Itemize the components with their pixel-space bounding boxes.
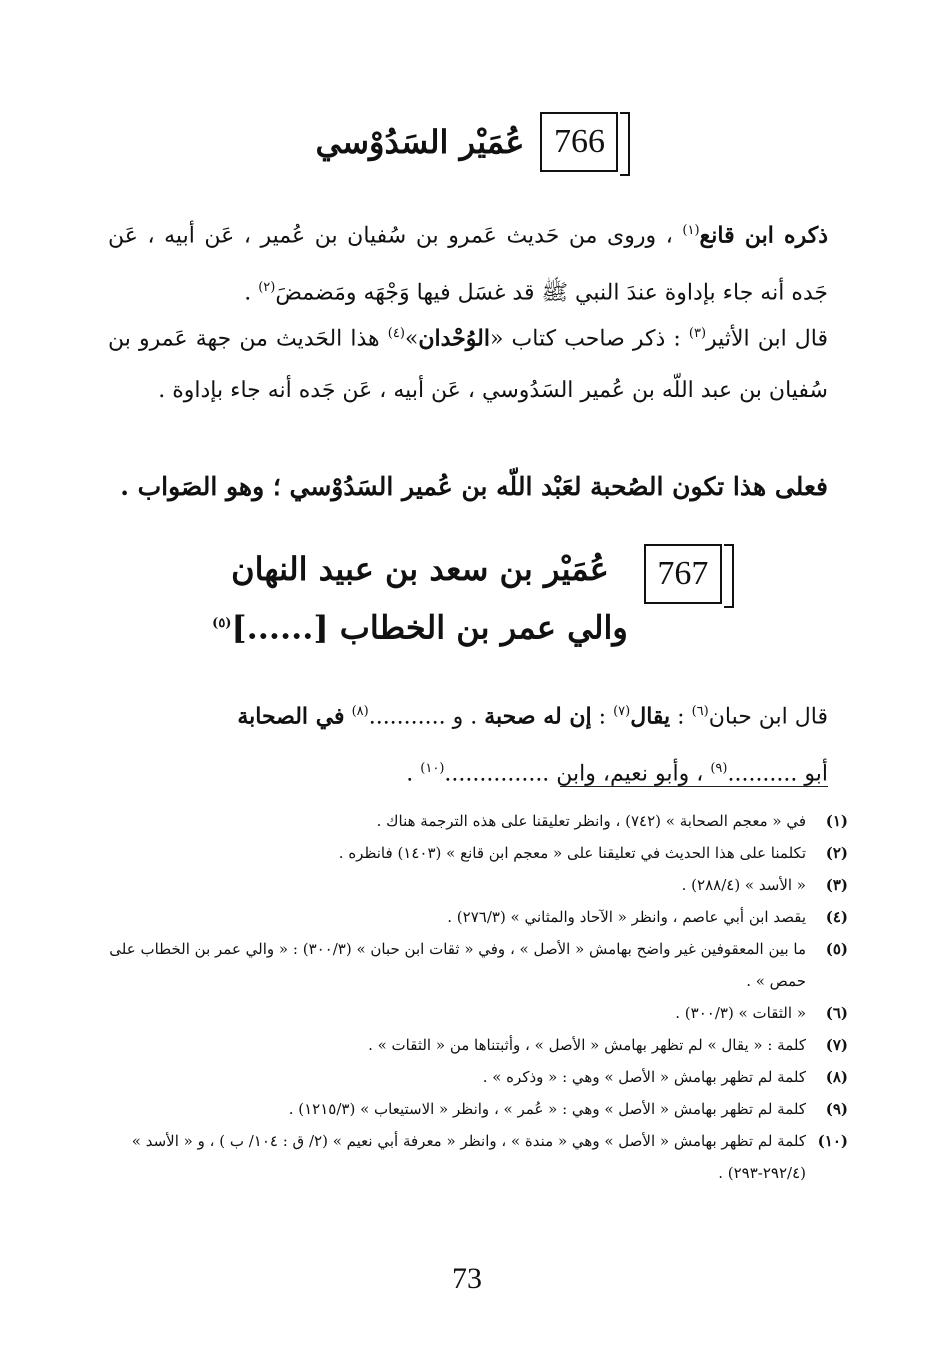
footnote-text: كلمة لم تظهر بهامش « الأصل » وهي : « عُمر » ، وانظر « الاستيعاب » (١٢١٥/٣) .	[288, 1100, 806, 1118]
paragraph-text: هذا الحَديث من جهة عَمرو بن سُفيان بن عبد اللّه بن عُمير السَدُوسي ، عَن أبيه ، عَن جَده أنه جاء بإداوة .	[108, 326, 828, 404]
bold-lead: ذكره ابن قانع	[699, 222, 828, 249]
footnote-ref: (٢)	[258, 280, 276, 296]
footnote-ref: (٦)	[691, 704, 709, 719]
footnote-text: في « معجم الصحابة » (٧٤٢) ، وانظر تعليقنا على هذه الترجمة هناك .	[376, 812, 806, 830]
footnote-ref: (٨)	[351, 704, 369, 719]
entry-number-box	[540, 112, 618, 172]
footnote-number: (١)	[825, 812, 848, 830]
footnote-item	[108, 1061, 848, 1093]
footnotes	[108, 805, 848, 1189]
entry-number: 767	[657, 555, 709, 592]
footnote-item	[108, 901, 848, 933]
footnote-number: (٧)	[825, 1036, 848, 1054]
paragraph-text: .	[406, 761, 414, 787]
footnote-number: (١٠)	[817, 1132, 848, 1150]
footnote-ref: (٩)	[710, 761, 728, 777]
footnote-item	[108, 1029, 848, 1061]
paragraph-line-1	[108, 686, 828, 743]
footnote-number: (٤)	[825, 908, 848, 926]
page-number: 73	[452, 1262, 482, 1295]
footnote-text: « الثقات » (٣٠٠/٣) .	[675, 1004, 806, 1022]
paragraph-text: .	[244, 280, 252, 306]
footnote-ref: (٣)	[688, 326, 707, 341]
entry-767-heading	[0, 540, 934, 654]
footnote-number: (٦)	[825, 1004, 848, 1022]
book-title: الوُحْدان	[418, 325, 490, 352]
paragraph-text: :	[677, 704, 685, 730]
footnote-number: (٥)	[825, 940, 848, 958]
footnote-text: يقصد ابن أبي عاصم ، وانظر « الآحاد والمثاني » (٢٧٦/٣) .	[447, 908, 806, 926]
footnote-number: (٣)	[825, 876, 848, 894]
footnote-number: (٨)	[825, 1068, 848, 1086]
footnote-item	[108, 1125, 848, 1189]
entry-766-paragraph-1	[108, 205, 828, 320]
paragraph-text: : ذكر صاحب كتاب «	[489, 326, 681, 352]
paragraph-text: قال ابن حبان	[708, 704, 828, 730]
paragraph-text: ، وروى من حَديث عَمرو بن سُفيان بن عُمير ، عَن أبيه ، عَن جَده أنه جاء بإداوة عندَ النبي ﷺ قد غسَل فيها وَجْهَه ومَضمضَ	[108, 223, 828, 306]
footnote-ref: (٤)	[387, 326, 405, 341]
bold-phrase: إن له صحبة	[484, 703, 592, 730]
paragraph-text: »	[404, 326, 419, 352]
paragraph-line-2	[108, 743, 828, 800]
entry-766-heading	[0, 112, 934, 172]
footnote-text: ما بين المعقوفين غير واضح بهامش « الأصل » ، وفي « ثقات ابن حبان » (٣٠٠/٣) : « والي عمر بن الخطاب على حمص » .	[109, 940, 806, 990]
footnote-ref: (٥)	[212, 616, 232, 631]
footnote-item	[108, 805, 848, 837]
footnote-number: (٢)	[825, 844, 848, 862]
footnote-text: « الأسد » (٢٨٨/٤) .	[681, 876, 806, 894]
footnote-item	[108, 997, 848, 1029]
footnote-text: تكلمنا على هذا الحديث في تعليقنا على « معجم ابن قانع » (١٤٠٣) فانظره .	[338, 844, 806, 862]
footnote-item	[108, 1093, 848, 1125]
conclusion-line: فعلى هذا تكون الصُحبة لعَبْد اللّه بن عُمير السَدُوْسي ؛ وهو الصَواب .	[120, 472, 828, 501]
entry-number-box	[644, 544, 722, 604]
bold-word: يقال	[630, 703, 671, 730]
footnote-text: كلمة لم تظهر بهامش « الأصل » وهي : « وذكره » .	[482, 1068, 806, 1086]
entry-title-line-2: والي عمر بن الخطاب [......]	[231, 608, 628, 647]
footnote-ref: (٧)	[613, 704, 631, 719]
entry-title-line-2-wrap	[212, 598, 628, 654]
entry-title-line-1: عُمَيْر بن سعد بن عبيد النهان	[231, 550, 609, 588]
footnote-item	[108, 869, 848, 901]
paragraph-text: قال ابن الأثير	[706, 326, 829, 352]
footnote-number: (٩)	[825, 1100, 848, 1118]
entry-number: 766	[553, 123, 605, 160]
footnote-text: كلمة لم تظهر بهامش « الأصل » وهي « مندة » ، وانظر « معرفة أبي نعيم » (٢/ ق : ١٠٤/ ب ) ، و « الأسد » (٢٩٢/٤-٢٩٣) .	[131, 1132, 806, 1182]
footnote-item	[108, 837, 848, 869]
footnote-text: كلمة : « يقال » لم تظهر بهامش « الأصل » ، وأثبتناها من « الثقات » .	[368, 1036, 806, 1054]
footnote-separator	[560, 786, 828, 787]
paragraph-text: :	[598, 704, 607, 730]
entry-767-paragraph	[108, 686, 828, 801]
footnote-ref: (١٠)	[420, 761, 445, 777]
entry-title: عُمَيْر السَدُوْسي	[315, 123, 525, 161]
bold-phrase: في الصحابة	[237, 703, 345, 730]
paragraph-text: ، وأبو نعيم، وابن ...............	[444, 761, 704, 787]
entry-title-block	[212, 540, 628, 654]
entry-766-paragraph-2	[108, 308, 828, 417]
footnote-ref: (١)	[682, 223, 700, 238]
footnote-item	[108, 933, 848, 997]
paragraph-text: أبو ..........	[727, 761, 828, 787]
paragraph-text: . و ...........	[368, 704, 478, 730]
